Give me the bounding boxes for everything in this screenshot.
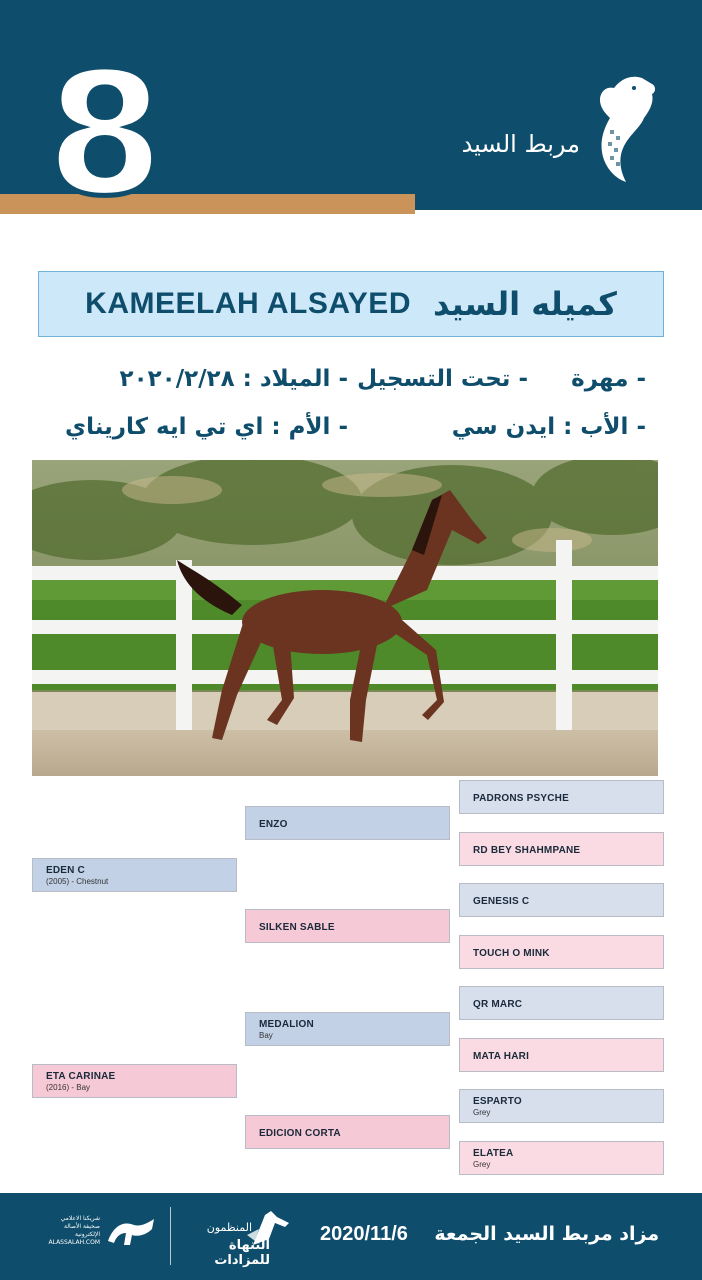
pedigree-g3-5: QR MARC (459, 986, 664, 1020)
organizer-label: المنظمون (206, 1221, 252, 1234)
partner-url: ALASSALAH.COM (48, 1239, 100, 1246)
pedigree-g3-3: GENESIS C (459, 883, 664, 917)
horse-name-english: KAMEELAH ALSAYED (85, 287, 411, 320)
pedigree-g3-7: ESPARTO Grey (459, 1089, 664, 1123)
pedigree-g3-6: MATA HARI (459, 1038, 664, 1072)
lot-number: 8 (45, 36, 165, 234)
pedigree-dam-dam: EDICION CORTA (245, 1115, 450, 1149)
organizer-name: التنهاة للمزادات (214, 1238, 270, 1268)
media-partner-logo-icon (104, 1215, 158, 1249)
brand-name: مربط السيد (461, 130, 580, 158)
pedigree-dam: ETA CARINAE (2016) - Bay (32, 1064, 237, 1098)
pedigree-sire-sire: ENZO (245, 806, 450, 840)
info-type: - مهرة (571, 366, 646, 392)
brand-logo-group (440, 70, 670, 190)
footer-bar (0, 1193, 702, 1280)
horse-head-logo-icon (570, 70, 660, 185)
horse-photo (32, 460, 658, 776)
footer-divider (170, 1207, 171, 1265)
auction-date: 2020/11/6 (320, 1223, 408, 1245)
info-dam: - الأم : اي تي ايه كاريناي (65, 414, 348, 440)
info-birth-date: - الميلاد : ٢٠٢٠/٢/٢٨ (119, 366, 348, 392)
horse-name-banner (38, 271, 664, 337)
media-partner-text (40, 1215, 100, 1247)
pedigree-sire-dam: SILKEN SABLE (245, 909, 450, 943)
pedigree-g3-1: PADRONS PSYCHE (459, 780, 664, 814)
pedigree-sire: EDEN C (2005) - Chestnut (32, 858, 237, 892)
horse-name-arabic: كميله السيد (432, 285, 617, 323)
auction-title (320, 1223, 659, 1246)
pedigree-dam-sire: MEDALION Bay (245, 1012, 450, 1046)
auction-name: مزاد مربط السيد الجمعة (434, 1223, 660, 1245)
partner-tagline-2: صحيفة الأصالة الإلكترونية (64, 1223, 100, 1238)
pedigree-g3-2: RD BEY SHAHMPANE (459, 832, 664, 866)
info-registration: - تحت التسجيل (357, 366, 528, 392)
partner-tagline-1: شريكنا الاعلامي (60, 1215, 100, 1222)
pedigree-g3-4: TOUCH O MINK (459, 935, 664, 969)
pedigree-g3-8: ELATEA Grey (459, 1141, 664, 1175)
info-sire: - الأب : ايدن سي (451, 414, 646, 440)
